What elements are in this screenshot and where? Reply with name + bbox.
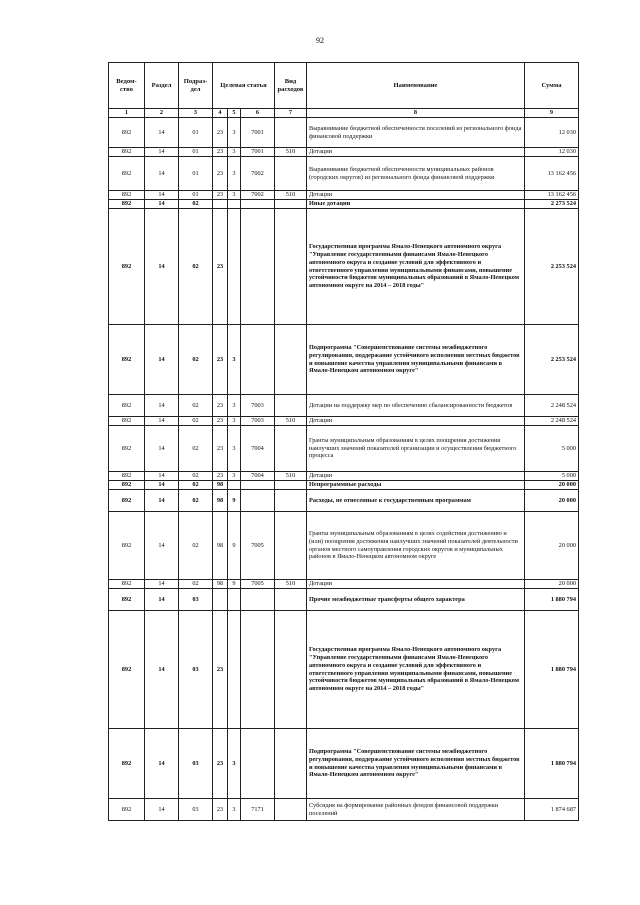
cell-subsection: 01 [179, 191, 213, 200]
cell-name: Дотации [307, 472, 525, 481]
cell-subprogram: 3 [228, 426, 241, 472]
cell-expense-type [275, 512, 307, 580]
table-row [109, 191, 579, 200]
cell-name: Выравнивание бюджетной обеспеченности поселений из регионального фонда финансовой поддержки [307, 118, 525, 148]
col-number: 3 [179, 109, 213, 118]
cell-dept: 892 [109, 729, 145, 799]
header-name: Наименование [307, 63, 525, 109]
cell-expense-type: 510 [275, 417, 307, 426]
cell-sum: 13 162 456 [525, 191, 579, 200]
cell-section: 14 [145, 589, 179, 611]
cell-article: 7001 [241, 148, 275, 157]
cell-article [241, 611, 275, 729]
cell-dept: 892 [109, 200, 145, 209]
cell-article: 7004 [241, 426, 275, 472]
table-row [109, 472, 579, 481]
cell-subsection: 02 [179, 512, 213, 580]
cell-subsection: 03 [179, 729, 213, 799]
cell-section: 14 [145, 481, 179, 490]
table-row [109, 118, 579, 148]
cell-name: Субсидия на формирование районных фондов финансовой поддержки поселений [307, 799, 525, 821]
cell-subprogram: 9 [228, 512, 241, 580]
cell-name: Гранты муниципальным образованиям в целях поощрения достижения наилучших значений показателей организации и осуществления бюджетного процесса [307, 426, 525, 472]
cell-dept: 892 [109, 512, 145, 580]
table-row [109, 395, 579, 417]
cell-name: Государственная программа Ямало-Ненецкого автономного округа "Управление государственными финансами Ямало-Ненецкого автономного округа и создание условий для эффективного и ответственного управления муниципальными финансами, повышение устойчивости бюджетов муниципальных образований в Ямало-Ненецком автономном округе на 2014 – 2018 годы" [307, 611, 525, 729]
cell-name: Непрограммные расходы [307, 481, 525, 490]
cell-dept: 892 [109, 589, 145, 611]
cell-section: 14 [145, 209, 179, 325]
cell-sum: 1 880 794 [525, 729, 579, 799]
cell-article [241, 200, 275, 209]
col-number: 2 [145, 109, 179, 118]
table-row [109, 417, 579, 426]
cell-section: 14 [145, 191, 179, 200]
cell-subsection: 03 [179, 799, 213, 821]
cell-section: 14 [145, 417, 179, 426]
table-row [109, 611, 579, 729]
cell-subprogram [228, 589, 241, 611]
cell-program: 23 [213, 325, 228, 395]
budget-table [108, 62, 579, 821]
cell-name: Дотации [307, 417, 525, 426]
cell-name: Гранты муниципальным образованиям в целях содействия достижению и (или) поощрения достижения наилучших значений показателей деятельности органов местного самоуправления городских округов и муниципальных районов в Ямало-Ненецком автономном округе [307, 512, 525, 580]
cell-section: 14 [145, 200, 179, 209]
cell-name: Дотации [307, 191, 525, 200]
cell-article: 7001 [241, 118, 275, 148]
cell-program: 98 [213, 490, 228, 512]
cell-section: 14 [145, 799, 179, 821]
cell-subsection: 02 [179, 472, 213, 481]
cell-article [241, 209, 275, 325]
table-row [109, 490, 579, 512]
cell-article: 7002 [241, 157, 275, 191]
header-section: Раздел [145, 63, 179, 109]
table-row [109, 200, 579, 209]
cell-sum: 2 248 524 [525, 417, 579, 426]
cell-expense-type [275, 481, 307, 490]
cell-expense-type: 510 [275, 148, 307, 157]
cell-section: 14 [145, 426, 179, 472]
cell-dept: 892 [109, 611, 145, 729]
cell-expense-type [275, 325, 307, 395]
cell-expense-type: 510 [275, 580, 307, 589]
table-row [109, 729, 579, 799]
cell-dept: 892 [109, 472, 145, 481]
table-row [109, 580, 579, 589]
cell-program: 23 [213, 472, 228, 481]
cell-section: 14 [145, 512, 179, 580]
cell-article: 7171 [241, 799, 275, 821]
cell-name: Подпрограмма "Совершенствование системы межбюджетного регулирования, поддержание устойчивого исполнения местных бюджетов и повышение качества управления муниципальными финансами в Ямало-Ненецком автономном округе" [307, 729, 525, 799]
cell-subsection: 03 [179, 611, 213, 729]
cell-subprogram: 3 [228, 472, 241, 481]
cell-sum: 12 030 [525, 118, 579, 148]
cell-sum: 20 000 [525, 512, 579, 580]
table-row [109, 589, 579, 611]
cell-expense-type [275, 729, 307, 799]
table-row [109, 799, 579, 821]
cell-expense-type [275, 589, 307, 611]
cell-sum: 5 000 [525, 472, 579, 481]
cell-section: 14 [145, 325, 179, 395]
table-row [109, 426, 579, 472]
cell-dept: 892 [109, 799, 145, 821]
cell-sum: 20 000 [525, 481, 579, 490]
cell-program: 98 [213, 481, 228, 490]
cell-subsection: 02 [179, 395, 213, 417]
cell-dept: 892 [109, 118, 145, 148]
cell-sum: 2 253 524 [525, 325, 579, 395]
cell-subsection: 02 [179, 325, 213, 395]
cell-dept: 892 [109, 395, 145, 417]
cell-subsection: 01 [179, 157, 213, 191]
col-number: 7 [275, 109, 307, 118]
cell-section: 14 [145, 148, 179, 157]
cell-program: 23 [213, 799, 228, 821]
col-number: 1 [109, 109, 145, 118]
cell-section: 14 [145, 395, 179, 417]
cell-subsection: 02 [179, 490, 213, 512]
table-row [109, 481, 579, 490]
cell-dept: 892 [109, 148, 145, 157]
cell-subprogram: 3 [228, 157, 241, 191]
cell-subprogram: 3 [228, 148, 241, 157]
cell-program: 23 [213, 148, 228, 157]
cell-section: 14 [145, 490, 179, 512]
cell-subprogram: 9 [228, 490, 241, 512]
cell-subprogram [228, 209, 241, 325]
cell-name: Расходы, не отнесенные к государственным программам [307, 490, 525, 512]
cell-program: 23 [213, 209, 228, 325]
cell-program [213, 589, 228, 611]
header-target-article: Целевая статья [213, 63, 275, 109]
col-number: 5 [228, 109, 241, 118]
cell-name: Дотации на поддержку мер по обеспечению сбалансированности бюджетов [307, 395, 525, 417]
cell-sum: 20 000 [525, 490, 579, 512]
cell-program [213, 200, 228, 209]
col-number: 6 [241, 109, 275, 118]
cell-article [241, 490, 275, 512]
cell-section: 14 [145, 611, 179, 729]
cell-article: 7003 [241, 417, 275, 426]
cell-section: 14 [145, 729, 179, 799]
cell-section: 14 [145, 472, 179, 481]
cell-subsection: 02 [179, 417, 213, 426]
cell-dept: 892 [109, 157, 145, 191]
header-expense-type: Вид расходов [275, 63, 307, 109]
cell-dept: 892 [109, 209, 145, 325]
cell-program: 23 [213, 118, 228, 148]
table-row [109, 157, 579, 191]
cell-expense-type [275, 426, 307, 472]
cell-sum: 12 030 [525, 148, 579, 157]
cell-name: Выравнивание бюджетной обеспеченности муниципальных районов (городских округов) из регионального фонда финансовой поддержки [307, 157, 525, 191]
header-dept: Ведом-ство [109, 63, 145, 109]
cell-article [241, 729, 275, 799]
cell-article: 7004 [241, 472, 275, 481]
header-row [109, 63, 579, 109]
cell-expense-type [275, 209, 307, 325]
cell-sum: 20 000 [525, 580, 579, 589]
cell-subprogram: 3 [228, 729, 241, 799]
cell-program: 23 [213, 729, 228, 799]
cell-expense-type: 510 [275, 472, 307, 481]
cell-dept: 892 [109, 417, 145, 426]
cell-program: 23 [213, 417, 228, 426]
cell-name: Прочие межбюджетные трансферты общего характера [307, 589, 525, 611]
cell-expense-type [275, 157, 307, 191]
cell-subsection: 02 [179, 426, 213, 472]
cell-subprogram: 3 [228, 325, 241, 395]
cell-section: 14 [145, 157, 179, 191]
cell-sum: 1 880 794 [525, 611, 579, 729]
cell-program: 23 [213, 426, 228, 472]
cell-article: 7002 [241, 191, 275, 200]
cell-subsection: 02 [179, 200, 213, 209]
col-number: 9 [525, 109, 579, 118]
cell-article [241, 325, 275, 395]
cell-expense-type [275, 799, 307, 821]
cell-name: Государственная программа Ямало-Ненецкого автономного округа "Управление государственными финансами Ямало-Ненецкого автономного округа и создание условий для эффективного и ответственного управления муниципальными финансами, повышение устойчивости бюджетов муниципальных образований в Ямало-Ненецком автономном округе на 2014 – 2018 годы" [307, 209, 525, 325]
table-row [109, 148, 579, 157]
header-sum: Сумма [525, 63, 579, 109]
cell-subsection: 01 [179, 118, 213, 148]
cell-program: 98 [213, 580, 228, 589]
cell-name: Дотации [307, 148, 525, 157]
cell-dept: 892 [109, 481, 145, 490]
cell-sum: 1 880 794 [525, 589, 579, 611]
cell-dept: 892 [109, 426, 145, 472]
cell-dept: 892 [109, 580, 145, 589]
cell-name: Иные дотации [307, 200, 525, 209]
cell-section: 14 [145, 118, 179, 148]
cell-dept: 892 [109, 325, 145, 395]
cell-expense-type [275, 490, 307, 512]
cell-subprogram: 9 [228, 580, 241, 589]
cell-subprogram: 3 [228, 395, 241, 417]
page-number: 92 [316, 36, 324, 45]
cell-dept: 892 [109, 191, 145, 200]
cell-sum: 1 874 687 [525, 799, 579, 821]
table-row [109, 325, 579, 395]
col-number: 8 [307, 109, 525, 118]
cell-subprogram: 3 [228, 799, 241, 821]
cell-subprogram: 3 [228, 417, 241, 426]
cell-article: 7005 [241, 580, 275, 589]
cell-subsection: 03 [179, 589, 213, 611]
cell-expense-type [275, 395, 307, 417]
cell-name: Дотации [307, 580, 525, 589]
cell-name: Подпрограмма "Совершенствование системы межбюджетного регулирования, поддержание устойчивого исполнения местных бюджетов и повышение качества управления муниципальными финансами в Ямало-Ненецком автономном округе" [307, 325, 525, 395]
col-number: 4 [213, 109, 228, 118]
header-subsection: Подраз-дел [179, 63, 213, 109]
cell-program: 23 [213, 157, 228, 191]
cell-subprogram: 3 [228, 191, 241, 200]
cell-sum: 2 273 524 [525, 200, 579, 209]
cell-article [241, 589, 275, 611]
cell-article [241, 481, 275, 490]
cell-expense-type [275, 118, 307, 148]
cell-program: 23 [213, 611, 228, 729]
cell-expense-type [275, 611, 307, 729]
cell-subsection: 02 [179, 481, 213, 490]
table-row [109, 512, 579, 580]
cell-expense-type: 510 [275, 191, 307, 200]
cell-subsection: 01 [179, 148, 213, 157]
cell-sum: 13 162 456 [525, 157, 579, 191]
cell-subprogram [228, 200, 241, 209]
cell-subsection: 02 [179, 580, 213, 589]
cell-dept: 892 [109, 490, 145, 512]
cell-subsection: 02 [179, 209, 213, 325]
table-row [109, 209, 579, 325]
cell-article: 7005 [241, 512, 275, 580]
cell-sum: 2 253 524 [525, 209, 579, 325]
cell-program: 23 [213, 395, 228, 417]
cell-program: 23 [213, 191, 228, 200]
cell-expense-type [275, 200, 307, 209]
cell-sum: 5 000 [525, 426, 579, 472]
cell-sum: 2 248 524 [525, 395, 579, 417]
cell-section: 14 [145, 580, 179, 589]
cell-article: 7003 [241, 395, 275, 417]
cell-subprogram [228, 611, 241, 729]
cell-subprogram: 3 [228, 118, 241, 148]
column-number-row [109, 109, 579, 118]
cell-subprogram [228, 481, 241, 490]
cell-program: 98 [213, 512, 228, 580]
